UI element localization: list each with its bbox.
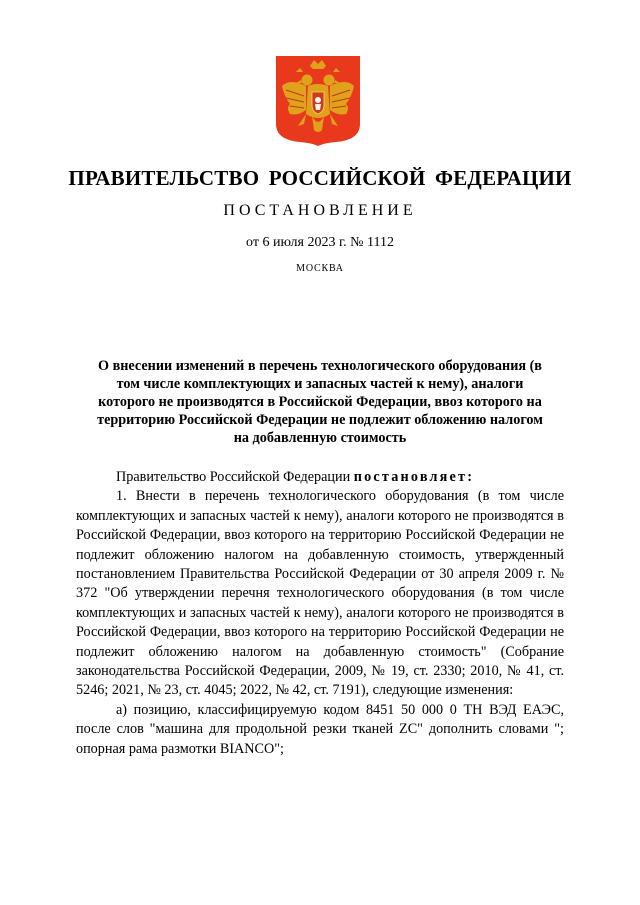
decree-word: постановляет: (353, 469, 475, 485)
document-city: МОСКВА (296, 263, 344, 274)
document-type: ПОСТАНОВЛЕНИЕ (223, 202, 417, 219)
document-body (76, 468, 564, 759)
paragraph-1: 1. Внести в перечень технологического оборудования (в том числе комплектующих и запасных частей к нему), аналоги которого не производятся в Российской Федерации, ввоз которого на территорию Российской Федерации не подлежит обложению налогом на добавленную стоимость, утвержденный постановлением Правительства Российской Федерации от 30 апреля 2009 г. № 372 "Об утверждении перечня технологического оборудования (в том числе комплектующих и запасных частей к нему), аналоги которого не производятся в Российской Федерации, ввоз которого на территорию Российской Федерации не подлежит обложению налогом на добавленную стоимость" (Собрание законодательства Российской Федерации, 2009, № 19, ст. 2330; 2010, № 41, ст. 5246; 2021, № 23, ст. 4045; 2022, № 42, ст. 7191), следующие изменения: (76, 488, 564, 699)
government-name: ПРАВИТЕЛЬСТВО РОССИЙСКОЙ ФЕДЕРАЦИИ (68, 166, 572, 190)
russian-coat-of-arms-icon (276, 56, 360, 146)
document-subject: О внесении изменений в перечень технологического оборудования (в том числе комплектующих и запасных частей к нему), аналоги которого не производятся в Российской Федерации, ввоз которого на территорию Российской Федерации не подлежит обложению налогом на добавленную стоимость (97, 358, 543, 446)
document-date-number: от 6 июля 2023 г. № 1112 (246, 235, 394, 250)
paragraph-2: а) позицию, классифицируемую кодом 8451 50 000 0 ТН ВЭД ЕАЭС, после слов "машина для продольной резки тканей ZC" дополнить словами "; опорная рама размотки BIANCO"; (76, 701, 564, 757)
intro-paragraph (76, 468, 564, 487)
intro-text: Правительство Российской Федерации (116, 469, 354, 485)
